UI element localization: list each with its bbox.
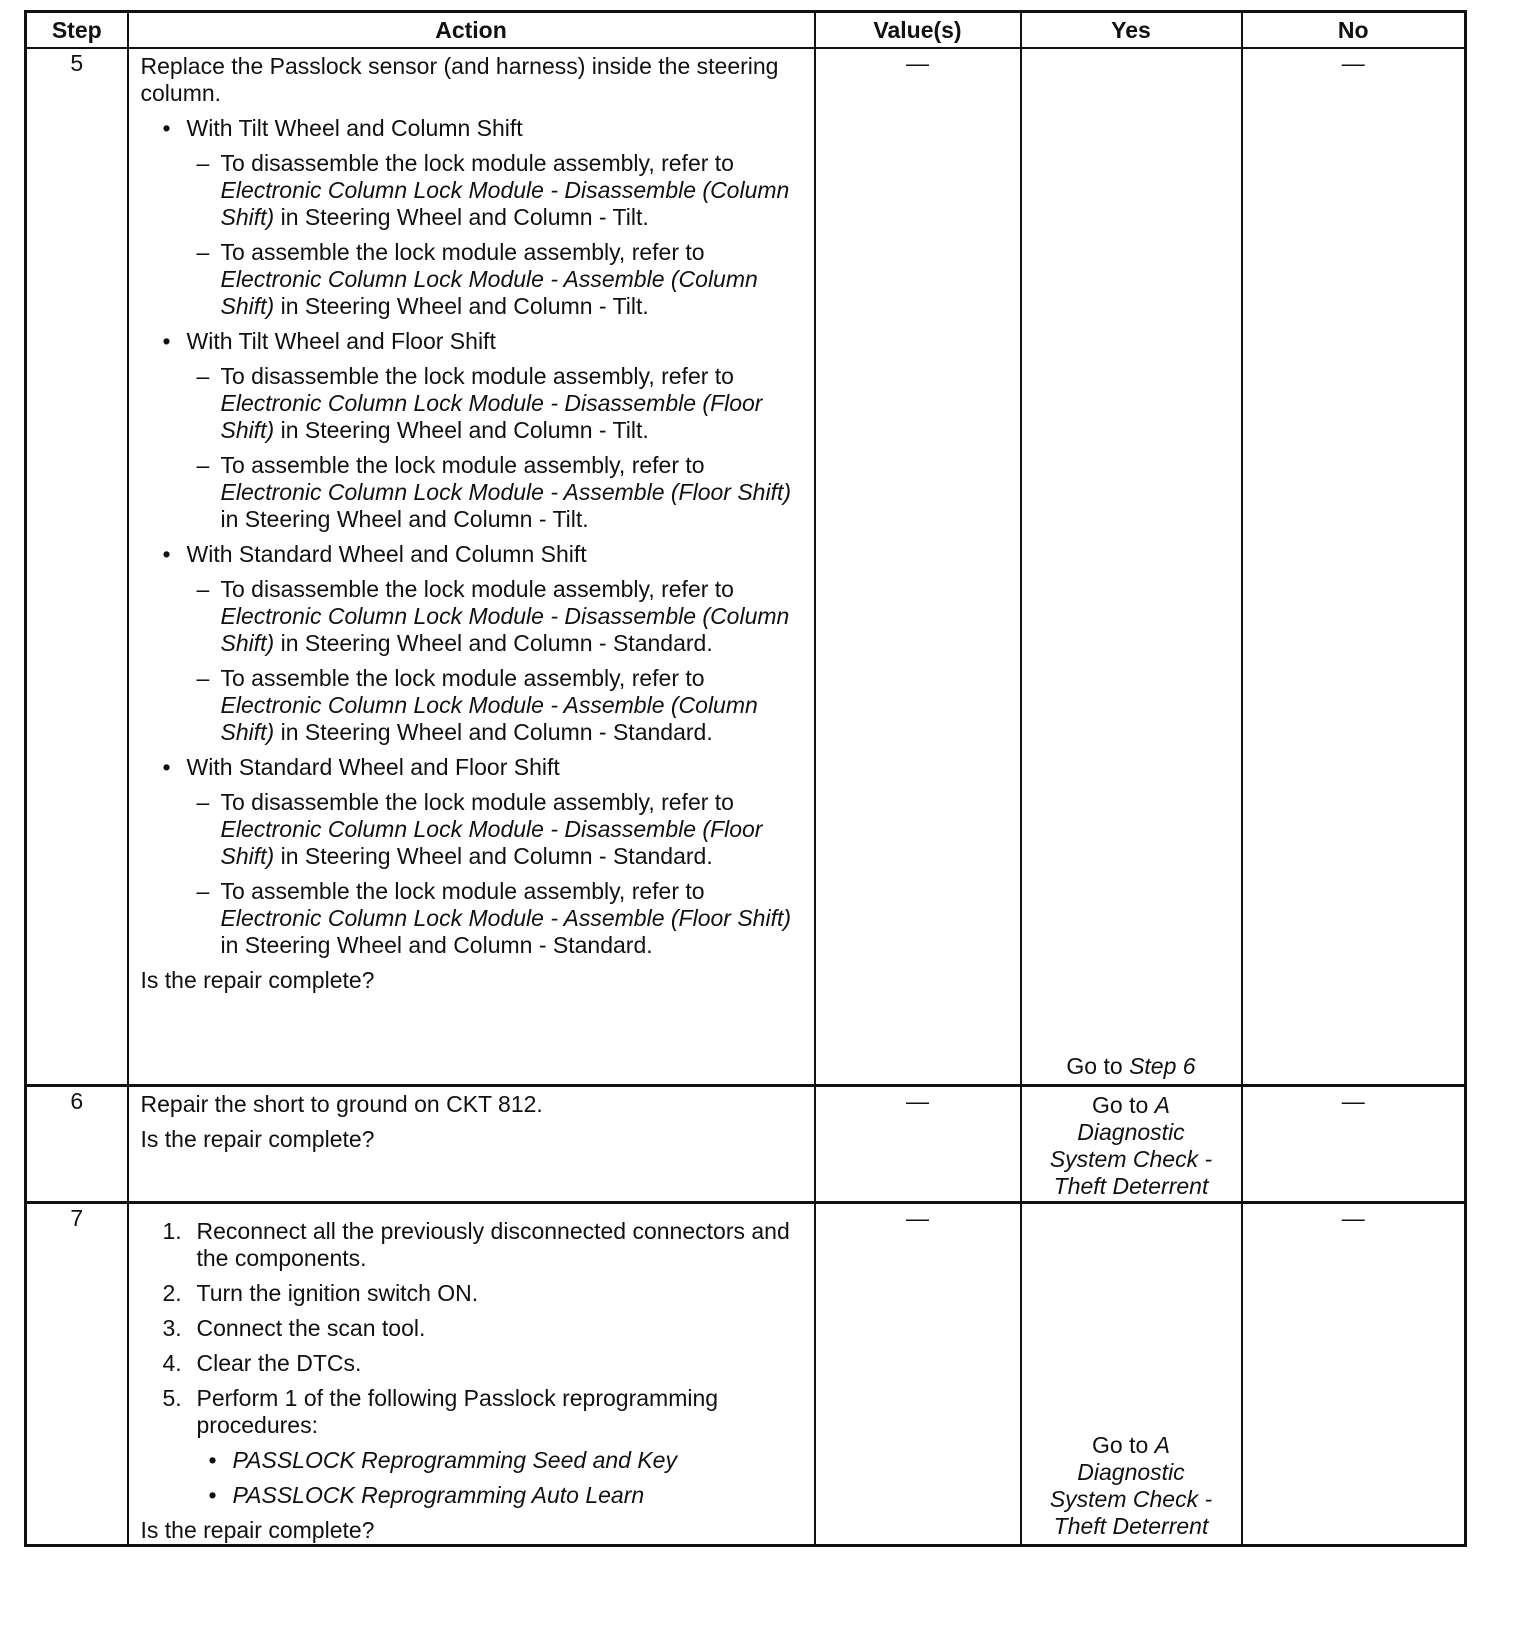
yes-cell [1021,48,1242,1085]
manual-reference-link[interactable]: Electronic Column Lock Module - Assemble (Column Shift) [220,692,758,745]
no-cell: — [1242,1085,1466,1202]
bullet-item [141,754,806,781]
sub-item [141,665,806,746]
bullet-icon: • [208,1481,217,1508]
step-text: Turn the ignition switch ON. [196,1279,479,1306]
header-step: Step [26,12,128,49]
action-intro: Replace the Passlock sensor (and harness) inside the steering column. [140,53,779,106]
bullet-item [141,541,806,568]
manual-reference-link[interactable]: Electronic Column Lock Module - Disassemble (Column Shift) [220,603,790,656]
sub-item [141,239,806,320]
manual-reference-link[interactable]: Electronic Column Lock Module - Assemble (Column Shift) [220,266,758,319]
numbered-step [141,1218,806,1272]
action-cell [128,1202,815,1545]
bullet-icon: • [162,115,171,141]
values-cell: — [815,48,1021,1085]
dash-marker-icon: – [196,452,210,478]
sub-item [141,452,806,533]
yes-prefix: Go to [1092,1431,1155,1458]
step-number: 5 [26,48,128,1085]
step-number: 6 [26,1085,128,1202]
sub-item-post: in Steering Wheel and Column - Tilt. [274,293,649,319]
header-action: Action [128,12,815,49]
yes-prefix: Go to [1066,1052,1130,1079]
procedure-option [141,1482,806,1509]
sub-item [141,363,806,444]
header-row [26,12,1466,49]
dash-marker-icon: – [196,878,210,904]
manual-reference-link[interactable]: Electronic Column Lock Module - Assemble (Floor Shift) [220,479,792,505]
numbered-step [141,1385,806,1439]
sub-item-post: in Steering Wheel and Column - Tilt. [274,417,649,443]
bullet-icon: • [162,541,171,567]
dash-marker-icon: – [196,239,210,265]
yes-cell [1021,1085,1242,1202]
dash-marker-icon: – [196,665,210,691]
sub-item-post: in Steering Wheel and Column - Tilt. [274,204,649,230]
numbered-step [141,1280,806,1307]
table-row [26,1085,1466,1202]
bullet-icon: • [162,328,171,354]
sub-item-post: in Steering Wheel and Column - Standard. [274,719,713,745]
yes-prefix: Go to [1092,1091,1155,1118]
dash-marker-icon: – [196,789,210,815]
sub-item-pre: To disassemble the lock module assembly, refer to [220,789,734,815]
action-question: Is the repair complete? [140,1516,375,1543]
table-row [26,48,1466,1085]
sub-item [141,878,806,959]
step-index: 2. [162,1279,182,1306]
manual-reference-link[interactable]: Electronic Column Lock Module - Disassemble (Floor Shift) [220,816,763,869]
procedure-link[interactable]: PASSLOCK Reprogramming Seed and Key [232,1446,677,1473]
step-index: 5. [162,1384,182,1411]
header-yes: Yes [1021,12,1242,49]
diagnostic-table [24,10,1467,1547]
bullet-label: With Tilt Wheel and Column Shift [186,115,523,141]
procedure-link[interactable]: PASSLOCK Reprogramming Auto Learn [232,1481,645,1508]
bullet-label: With Tilt Wheel and Floor Shift [186,328,496,354]
sub-item [141,789,806,870]
manual-reference-link[interactable]: Electronic Column Lock Module - Disassemble (Floor Shift) [220,390,763,443]
sub-item-pre: To disassemble the lock module assembly, refer to [220,150,734,176]
sub-item-pre: To disassemble the lock module assembly, refer to [220,576,734,602]
dash-marker-icon: – [196,576,210,602]
bullet-icon: • [208,1446,217,1473]
numbered-steps [141,1218,806,1439]
procedure-options [141,1447,806,1509]
manual-reference-link[interactable]: Electronic Column Lock Module - Disassemble (Column Shift) [220,177,790,230]
yes-link[interactable]: Step 6 [1129,1052,1196,1079]
values-cell: — [815,1202,1021,1545]
step-text: Connect the scan tool. [196,1314,426,1341]
step-number: 7 [26,1202,128,1545]
table-row [26,1202,1466,1545]
step-index: 3. [162,1314,182,1341]
bullet-label: With Standard Wheel and Column Shift [186,541,587,567]
step-text: Reconnect all the previously disconnected connectors and the components. [196,1217,790,1271]
sub-item [141,150,806,231]
action-cell [128,48,815,1085]
action-question: Is the repair complete? [140,967,375,993]
sub-item [141,576,806,657]
step-index: 1. [162,1217,182,1244]
action-groups [141,115,806,959]
sub-item-post: in Steering Wheel and Column - Tilt. [220,506,589,532]
sub-item-pre: To assemble the lock module assembly, refer to [220,665,705,691]
yes-link[interactable]: A Diagnostic System Check - Theft Deterrent [1049,1091,1213,1199]
header-values: Value(s) [815,12,1021,49]
sub-item-pre: To disassemble the lock module assembly, refer to [220,363,734,389]
bullet-item [141,328,806,355]
numbered-step [141,1350,806,1377]
action-cell [128,1085,815,1202]
no-cell: — [1242,48,1466,1085]
bullet-label: With Standard Wheel and Floor Shift [186,754,560,780]
bullet-item [141,115,806,142]
procedure-option [141,1447,806,1474]
yes-cell [1021,1202,1242,1545]
dash-marker-icon: – [196,150,210,176]
bullet-icon: • [162,754,171,780]
manual-reference-link[interactable]: Electronic Column Lock Module - Assemble (Floor Shift) [220,905,792,931]
sub-item-post: in Steering Wheel and Column - Standard. [220,932,653,958]
action-question: Is the repair complete? [140,1125,375,1152]
step-index: 4. [162,1349,182,1376]
sub-item-pre: To assemble the lock module assembly, refer to [220,239,705,265]
no-cell: — [1242,1202,1466,1545]
sub-item-pre: To assemble the lock module assembly, refer to [220,878,705,904]
header-no: No [1242,12,1466,49]
step-text: Perform 1 of the following Passlock reprogramming procedures: [196,1384,719,1438]
sub-item-post: in Steering Wheel and Column - Standard. [274,843,713,869]
yes-link[interactable]: A Diagnostic System Check - Theft Deterrent [1049,1431,1213,1539]
dash-marker-icon: – [196,363,210,389]
values-cell: — [815,1085,1021,1202]
sub-item-post: in Steering Wheel and Column - Standard. [274,630,713,656]
sub-item-pre: To assemble the lock module assembly, refer to [220,452,705,478]
step-text: Clear the DTCs. [196,1349,362,1376]
numbered-step [141,1315,806,1342]
action-intro: Repair the short to ground on CKT 812. [140,1090,543,1117]
